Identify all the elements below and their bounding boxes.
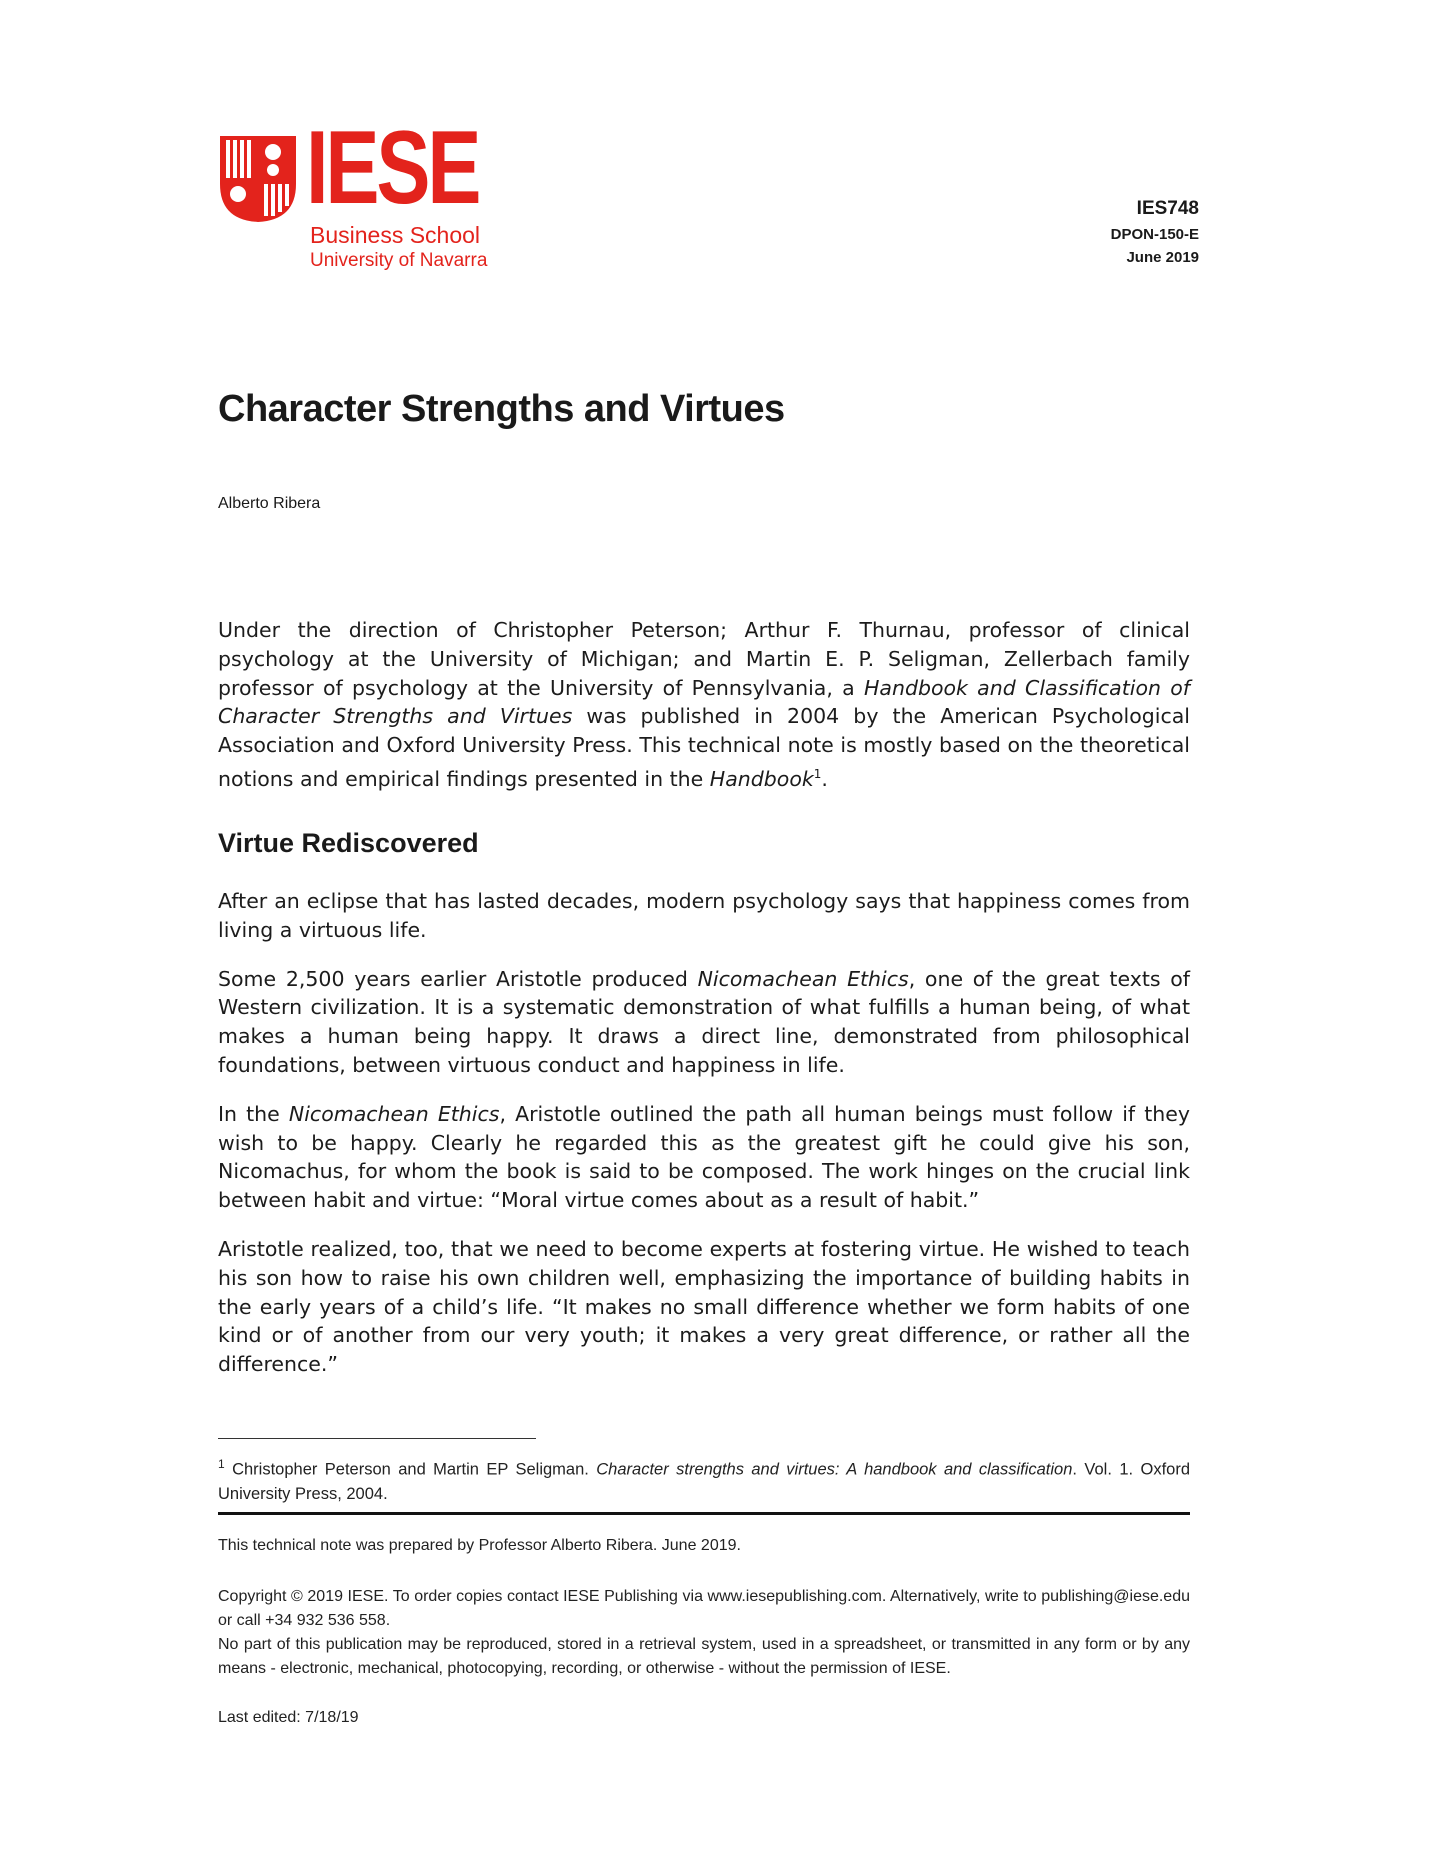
footnote-ref: 1	[813, 766, 822, 781]
rights-line: No part of this publication may be reproduced, stored in a retrieval system, used in a spreadsheet, or transmitted in any form or by any means - electronic, mechanical, photocopying, recording, or otherwise - without the permission of IESE.	[218, 1636, 1190, 1677]
section-body	[218, 887, 1190, 1399]
paragraph: Aristotle realized, too, that we need to become experts at fostering virtue. He wished to teach his son how to raise his own children well, emphasizing the importance of building habits in the early years of a child’s life. “It makes no small difference whether we form habits of one kind or of another from our very youth; it makes a very great difference, or rather all the difference.”	[218, 1236, 1190, 1377]
footnote: $^1$ Christopher Peterson and Martin EP Seligman. Character strengths and virtues: A handbook and classification. Vol. 1. Oxford University Press, 2004.	[218, 1457, 1191, 1503]
intro-paragraph: Under the direction of Christopher Peterson; Arthur F. Thurnau, professor of clinical psychology at the University of Michigan; and Martin E. P. Seligman, Zellerbach family professor of psychology at the University of Pennsylvania, a Handbook and Classification of Character Strengths and Virtues was published in 2004 by the American Psychological Association and Oxford University Press. This technical note is mostly based on the theoretical notions and empirical findings presented in the Handbook$^1$.	[218, 618, 1190, 791]
author-name: Alberto Ribera	[218, 495, 321, 512]
paragraph: After an eclipse that has lasted decades, modern psychology says that happiness comes from living a virtuous life.	[218, 889, 1190, 942]
intro-section	[218, 616, 1190, 814]
prepared-note: This technical note was prepared by Professor Alberto Ribera. June 2019.	[218, 1537, 741, 1554]
last-edited: Last edited: 7/18/19	[218, 1709, 359, 1726]
section-heading: Virtue Rediscovered	[218, 828, 479, 858]
iese-crest-icon	[218, 134, 298, 224]
footer-divider	[218, 1512, 1190, 1515]
footnote-divider	[218, 1438, 536, 1439]
document-reference	[1111, 198, 1199, 266]
iese-logo	[218, 110, 498, 280]
logo-university-name: University of Navarra	[310, 250, 488, 271]
document-id: DPON-150-E	[1110, 226, 1199, 243]
logo-wordmark: IESE	[306, 110, 479, 226]
paragraph: In the Nicomachean Ethics, Aristotle outlined the path all human beings must follow if they wish to be happy. Clearly he regarded this as the greatest gift he could give his son, Nicomachus, for whom the book is said to be composed. The work hinges on the crucial link between habit and virtue: “Moral virtue comes about as a result of habit.”	[218, 1101, 1191, 1213]
document-date: June 2019	[1126, 249, 1199, 266]
copyright-line: Copyright © 2019 IESE. To order copies contact IESE Publishing via www.iesepublishing.com. Alternatively, write to publishing@iese.edu or call +34 932 536 558.	[218, 1588, 1190, 1629]
logo-school-name: Business School	[310, 222, 481, 248]
paragraph: Some 2,500 years earlier Aristotle produced Nicomachean Ethics, one of the great texts of Western civilization. It is a systematic demonstration of what fulfills a human being, of what makes a human being happy. It draws a direct line, demonstrated from philosophical foundations, between virtuous conduct and happiness in life.	[218, 966, 1190, 1077]
document-code: IES748	[1136, 198, 1199, 219]
page-title: Character Strengths and Virtues	[218, 388, 785, 430]
copyright-notice	[218, 1585, 1190, 1681]
